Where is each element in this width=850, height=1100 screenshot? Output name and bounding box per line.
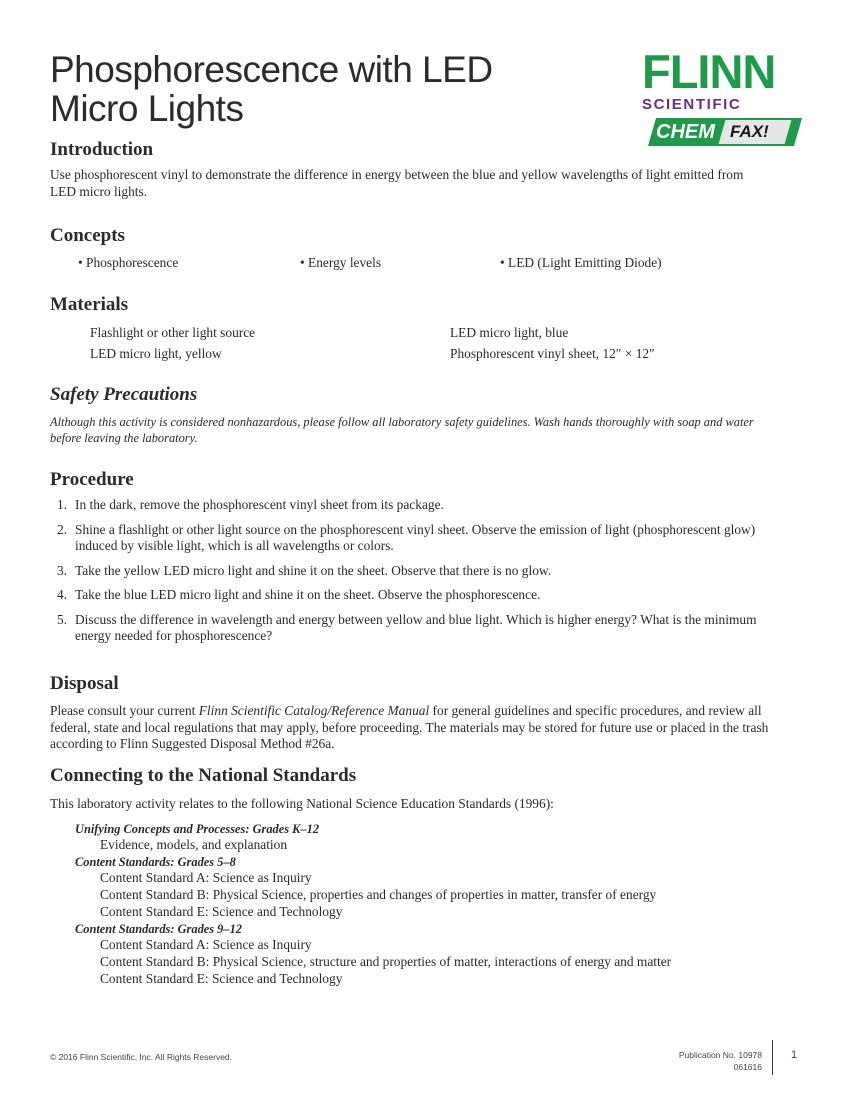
disposal-pre: Please consult your current: [50, 703, 199, 718]
procedure-step: [50, 587, 772, 604]
disposal-heading: Disposal: [50, 673, 119, 694]
concept-item-1: Phosphorescence: [86, 255, 179, 270]
cs912-heading: Content Standards: Grades 9–12: [75, 922, 242, 936]
standards-heading: Connecting to the National Standards: [50, 765, 357, 786]
standard-item: Content Standard A: Science as Inquiry: [100, 870, 312, 885]
cs58-heading: Content Standards: Grades 5–8: [75, 855, 236, 869]
step-number: 5.: [57, 611, 68, 627]
publication-code: 061616: [733, 1062, 762, 1072]
procedure-step: [50, 563, 772, 580]
procedure-step: [50, 612, 772, 645]
title-line-2: Micro Lights: [50, 88, 244, 129]
standard-item: Evidence, models, and explanation: [100, 837, 288, 852]
material-item: LED micro light, blue: [450, 325, 569, 340]
step-number: 4.: [57, 587, 68, 602]
logo-fax: FAX!: [730, 122, 769, 141]
material-item: LED micro light, yellow: [90, 346, 222, 361]
concept-item: • Phosphorescence: [78, 255, 179, 270]
step-text: Shine a flashlight or other light source on the phosphorescent vinyl sheet. Observe the emission of light (phosphorescent glow) induced by visible light, which is all wavelengths or colors.: [75, 521, 756, 553]
disposal-text: [50, 703, 772, 753]
logo-scientific: SCIENTIFIC: [642, 96, 742, 113]
procedure-step: [50, 497, 772, 514]
copyright: © 2016 Flinn Scientific, Inc. All Rights Reserved.: [50, 1052, 233, 1062]
publication-number: Publication No. 10978: [678, 1050, 762, 1060]
step-number: 1.: [57, 497, 68, 512]
ucp-heading: Unifying Concepts and Processes: Grades K–12: [75, 822, 320, 836]
flinn-chemfax-logo: [640, 45, 800, 152]
procedure-step: [50, 522, 772, 555]
material-item: Flashlight or other light source: [90, 325, 256, 340]
logo-flinn: FLINN: [642, 45, 776, 98]
step-number: 2.: [57, 521, 68, 537]
concept-item-2: Energy levels: [308, 255, 382, 270]
procedure-heading: Procedure: [50, 469, 134, 490]
step-text: Take the yellow LED micro light and shine it on the sheet. Observe that there is no glow.: [75, 562, 552, 578]
step-text: Discuss the difference in wavelength and energy between yellow and blue light. Which is higher energy? What is the minimum energy needed for phosphorescence?: [75, 611, 757, 643]
page-title: [50, 50, 493, 128]
step-text: Take the blue LED micro light and shine it on the sheet. Observe the phosphorescence.: [75, 587, 541, 602]
safety-heading: Safety Precautions: [50, 384, 198, 405]
standard-item: Content Standard E: Science and Technology: [100, 971, 343, 986]
logo-chem: CHEM: [656, 121, 715, 143]
materials-heading: Materials: [50, 294, 129, 315]
concept-item-3: LED (Light Emitting Diode): [508, 255, 662, 270]
title-line-1: Phosphorescence with LED: [50, 49, 493, 90]
concepts-heading: Concepts: [50, 225, 125, 246]
standard-item: Content Standard B: Physical Science, properties and changes of properties in matter, transfer of energy: [100, 887, 657, 902]
introduction-text: Use phosphorescent vinyl to demonstrate the difference in energy between the blue and yellow wavelengths of light emitted from LED micro lights.: [50, 167, 744, 199]
disposal-post: for general guidelines and specific procedures, and review all federal, state and local regulations that may apply, before proceeding. The materials may be stored for future use or placed in the trash according to Flinn Suggested Disposal Method #26a.: [50, 703, 769, 751]
material-item: Phosphorescent vinyl sheet, 12″ × 12″: [450, 346, 655, 361]
standards-intro: This laboratory activity relates to the following National Science Education Standards (1996):: [50, 796, 554, 811]
concept-item: • LED (Light Emitting Diode): [500, 255, 662, 270]
footer-divider: [772, 1040, 773, 1075]
procedure-list: [50, 497, 772, 653]
standard-item: Content Standard B: Physical Science, structure and properties of matter, interactions of energy and matter: [100, 954, 672, 969]
step-number: 3.: [57, 562, 68, 578]
page-number: 1: [791, 1049, 798, 1061]
step-text: In the dark, remove the phosphorescent vinyl sheet from its package.: [75, 497, 444, 512]
catalog-title: Flinn Scientific Catalog/Reference Manual: [198, 703, 430, 718]
introduction-heading: Introduction: [50, 139, 154, 160]
concept-item: • Energy levels: [300, 255, 382, 270]
safety-text: Although this activity is considered nonhazardous, please follow all laboratory safety guidelines. Wash hands thoroughly with soap and water before leaving the laboratory.: [50, 415, 754, 445]
standard-item: Content Standard E: Science and Technology: [100, 904, 343, 919]
standard-item: Content Standard A: Science as Inquiry: [100, 937, 312, 952]
